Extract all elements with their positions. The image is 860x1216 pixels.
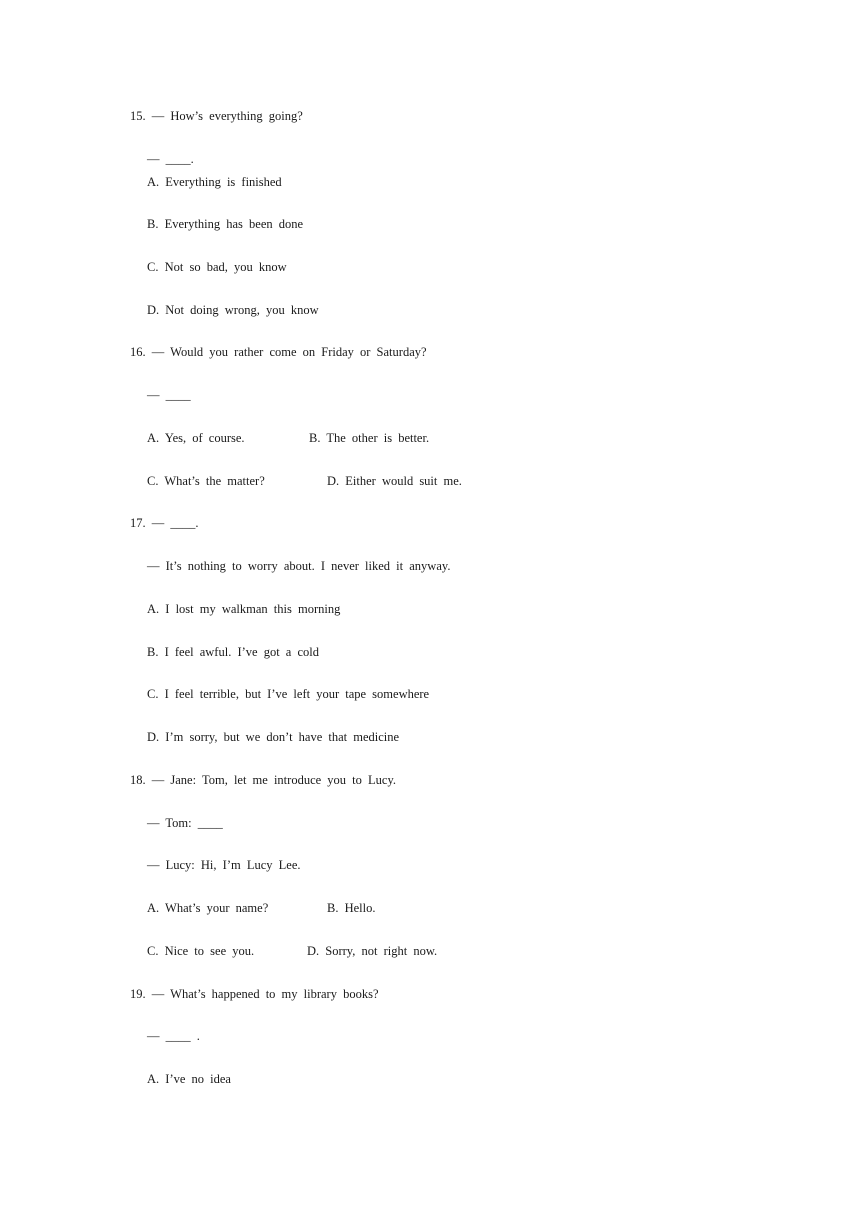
question-19-prompt: 19. — What’s happened to my library books? — [130, 987, 379, 1001]
question-17-option-c: C. I feel terrible, but I’ve left your tape somewhere — [147, 687, 430, 701]
question-18-option-a: A. What’s your name? — [147, 901, 269, 915]
question-15-option-b: B. Everything has been done — [147, 217, 304, 231]
question-17-option-a: A. I lost my walkman this morning — [147, 602, 341, 616]
question-16-option-a: A. Yes, of course. — [147, 431, 245, 445]
question-18-option-c: C. Nice to see you. — [147, 944, 255, 958]
question-18-dialogue-lucy: — Lucy: Hi, I’m Lucy Lee. — [147, 858, 301, 872]
question-15-option-c: C. Not so bad, you know — [147, 260, 287, 274]
question-17-reply: — It’s nothing to worry about. I never liked it anyway. — [147, 559, 451, 573]
question-16-prompt: 16. — Would you rather come on Friday or Saturday? — [130, 345, 427, 359]
question-15-option-a: A. Everything is finished — [147, 175, 282, 189]
question-18-option-b: B. Hello. — [327, 901, 376, 915]
question-17-prompt: 17. — ____. — [130, 516, 199, 530]
question-16-option-d: D. Either would suit me. — [327, 474, 462, 488]
question-19-option-a: A. I’ve no idea — [147, 1072, 231, 1086]
question-16-option-b: B. The other is better. — [309, 431, 430, 445]
question-15-option-d: D. Not doing wrong, you know — [147, 303, 319, 317]
question-17-option-b: B. I feel awful. I’ve got a cold — [147, 645, 319, 659]
question-16-reply: — ____ — [147, 388, 191, 402]
question-17-option-d: D. I’m sorry, but we don’t have that medicine — [147, 730, 400, 744]
question-18-prompt: 18. — Jane: Tom, let me introduce you to Lucy. — [130, 773, 397, 787]
question-15-reply: — ____. — [147, 152, 194, 166]
question-19-reply: — ____ . — [147, 1029, 200, 1043]
question-18-dialogue-tom: — Tom: ____ — [147, 816, 223, 830]
question-16-option-c: C. What’s the matter? — [147, 474, 265, 488]
question-15-prompt: 15. — How’s everything going? — [130, 109, 303, 123]
question-18-option-d: D. Sorry, not right now. — [307, 944, 438, 958]
